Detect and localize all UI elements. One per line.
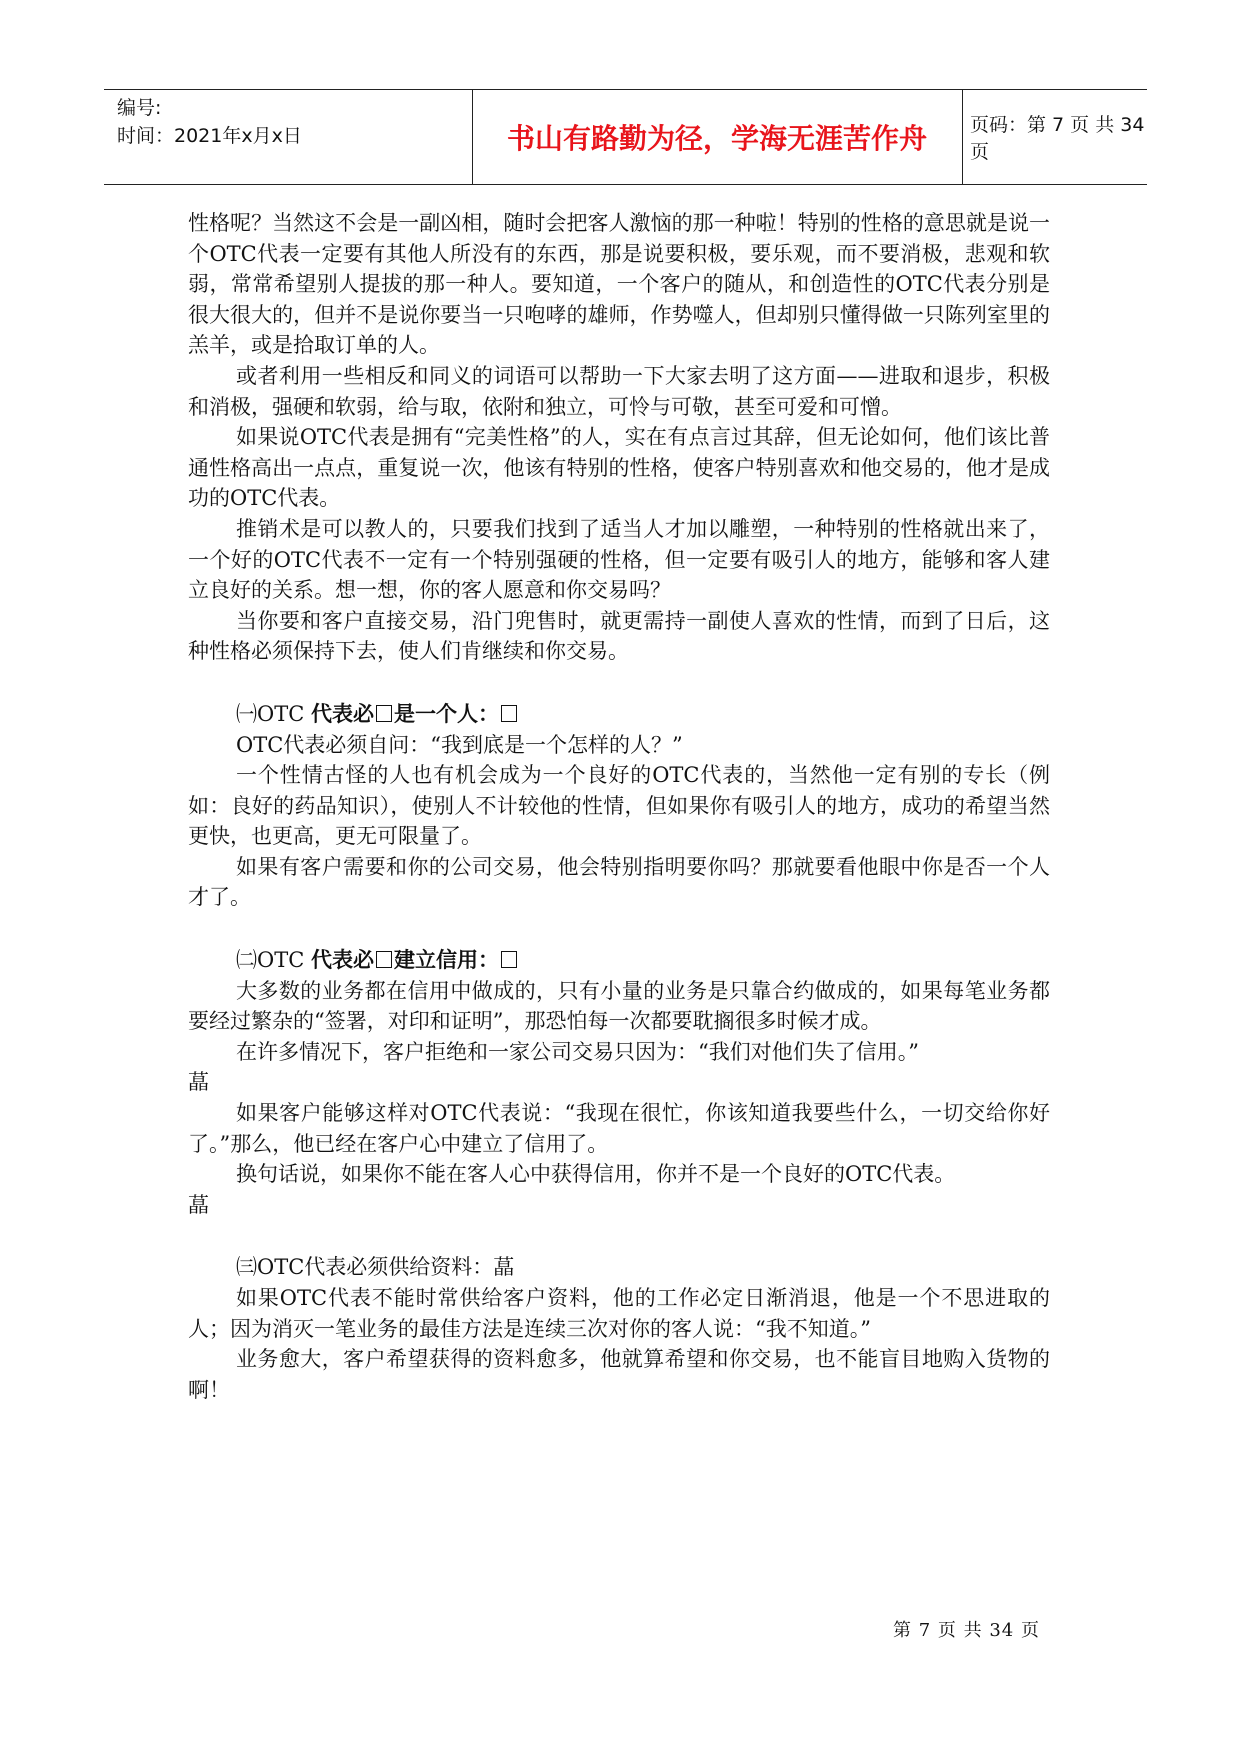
header-divider xyxy=(962,90,963,184)
missing-glyph-box xyxy=(501,951,517,968)
missing-glyph-box xyxy=(376,951,392,968)
time-label: 时间：2021年x月x日 xyxy=(117,125,302,147)
missing-glyph-box xyxy=(501,705,517,722)
serial-label: 编号: xyxy=(117,97,162,119)
paragraph: 推销术是可以教人的，只要我们找到了适当人才加以雕塑，一种特别的性格就出来了，一个好的OTC代表不一定有一个特别强硬的性格，但一定要有吸引人的地方，能够和客人建立良好的关系。想一想，你的客人愿意和你交易吗？ xyxy=(188,516,1050,603)
paragraph: 蕌 xyxy=(188,1192,209,1217)
page-footer: 第 7 页 共 34 页 xyxy=(893,1620,1040,1641)
section-heading: ㈠OTC 代表必 是一个人： xyxy=(188,699,1050,730)
document-body xyxy=(188,208,1050,1405)
header-page-info: 页码：第 7 页 共 34 页 xyxy=(970,114,1145,163)
header-motto: 书山有路勤为径，学海无涯苦作舟 xyxy=(506,122,927,155)
paragraph: 在许多情况下，客户拒绝和一家公司交易只因为：“我们对他们失了信用。” xyxy=(236,1039,919,1064)
paragraph: 如果有客户需要和你的公司交易，他会特别指明要你吗？那就要看他眼中你是否一个人才了。 xyxy=(188,854,1050,910)
paragraph: 大多数的业务都在信用中做成的，只有小量的业务是只靠合约做成的，如果每笔业务都要经过繁杂的“签署，对印和证明”，那恐怕每一次都要耽搁很多时候才成。 xyxy=(188,978,1050,1034)
paragraph: 如果OTC代表不能时常供给客户资料，他的工作必定日渐消退，他是一个不思进取的人；因为消灭一笔业务的最佳方法是连续三次对你的客人说：“我不知道。” xyxy=(188,1286,1050,1341)
section-heading: ㈡OTC 代表必 建立信用： xyxy=(188,945,1050,976)
paragraph: 如果说OTC代表是拥有“完美性格”的人，实在有点言过其辞，但无论如何，他们该比普通性格高出一点点，重复说一次，他该有特别的性格，使客户特别喜欢和他交易的，他才是成功的OTC代表。 xyxy=(188,425,1050,511)
paragraph: 一个性情古怪的人也有机会成为一个良好的OTC代表的，当然他一定有别的专长（例如：良好的药品知识），使别人不计较他的性情，但如果你有吸引人的地方，成功的希望当然更快，也更高，更无可限量了。 xyxy=(188,763,1050,849)
paragraph: 性格呢？当然这不会是一副凶相，随时会把客人激恼的那一种啦！特别的性格的意思就是说一个OTC代表一定要有其他人所没有的东西，那是说要积极，要乐观，而不要消极，悲观和软弱，常常希望别人提拔的那一种人。要知道，一个客户的随从，和创造性的OTC代表分别是很大很大的，但并不是说你要当一只咆哮的雄师，作势噬人，但却别只懂得做一只陈列室里的羔羊，或是拾取订单的人。 xyxy=(188,211,1050,358)
paragraph: 或者利用一些相反和同义的词语可以帮助一下大家去明了这方面——进取和退步，积极和消极，强硬和软弱，给与取，依附和独立，可怜与可敬，甚至可爱和可憎。 xyxy=(188,363,1050,419)
header-meta xyxy=(117,94,472,182)
paragraph: 业务愈大，客户希望获得的资料愈多，他就算希望和你交易，也不能盲目地购入货物的啊！ xyxy=(188,1347,1050,1402)
paragraph: OTC代表必须自问：“我到底是一个怎样的人？” xyxy=(236,732,683,757)
paragraph: 当你要和客户直接交易，沿门兜售时，就更需持一副使人喜欢的性情，而到了日后，这种性格必须保持下去，使人们肯继续和你交易。 xyxy=(188,608,1050,664)
paragraph: 换句话说，如果你不能在客人心中获得信用，你并不是一个良好的OTC代表。 xyxy=(236,1162,956,1187)
paragraph: 蕌 xyxy=(188,1070,209,1095)
page-header xyxy=(104,89,1147,185)
paragraph: 如果客户能够这样对OTC代表说：“我现在很忙，你该知道我要些什么，一切交给你好了。”那么，他已经在客户心中建立了信用了。 xyxy=(188,1101,1050,1156)
section-heading: ㈢OTC代表必须供给资料：蕌 xyxy=(236,1255,515,1280)
missing-glyph-box xyxy=(376,705,392,722)
